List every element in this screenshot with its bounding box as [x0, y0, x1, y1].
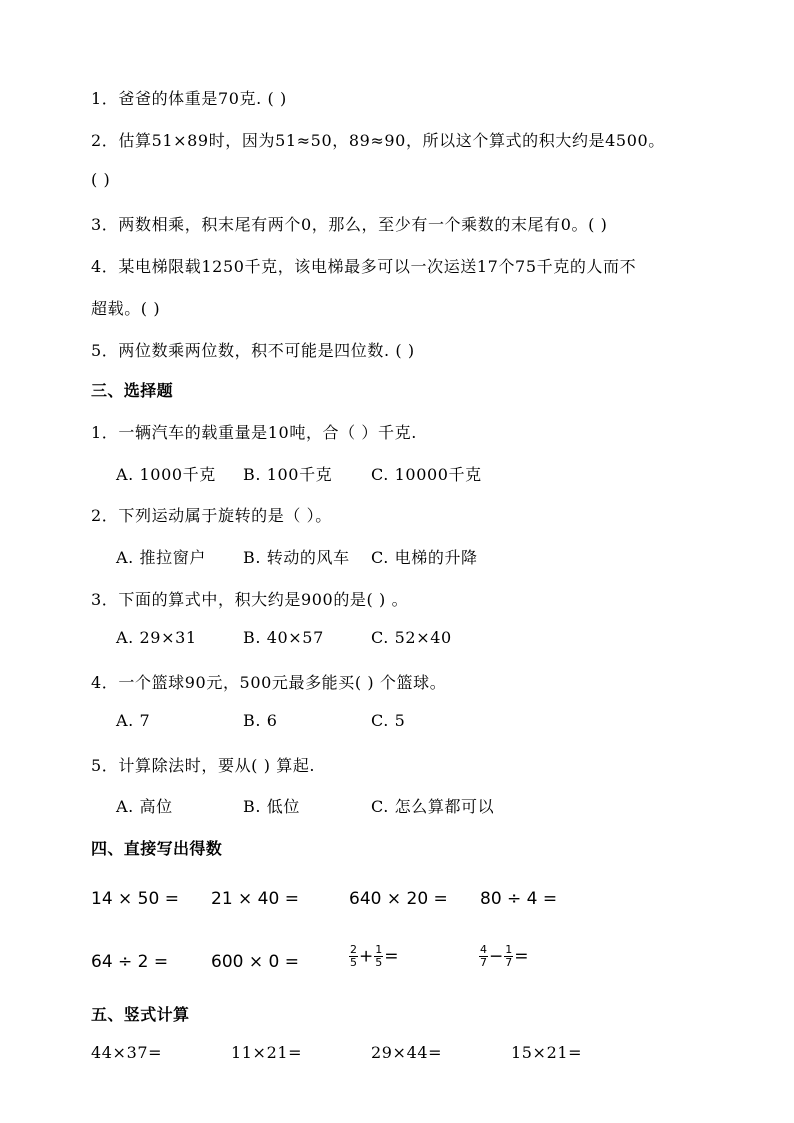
choice-option-5c: C. 怎么算都可以	[371, 797, 495, 816]
choice-question-5: 5．计算除法时，要从( ) 算起.	[91, 756, 316, 775]
vertical-calc-item: 11×21=	[231, 1043, 303, 1062]
choice-option-3b: B. 40×57	[243, 628, 324, 647]
choice-option-4a: A. 7	[116, 711, 151, 730]
choice-question-2: 2．下列运动属于旋转的是（ ）。	[91, 506, 332, 525]
choice-option-1a: A. 1000千克	[116, 465, 216, 484]
fraction-expression-2: $\frac{4}{7}$ − $\frac{1}{7}$ =	[480, 943, 529, 969]
choice-option-3c: C. 52×40	[371, 628, 452, 647]
calc-item: 640 × 20 =	[349, 889, 448, 909]
choice-question-3: 3．下面的算式中，积大约是900的是( ) 。	[91, 590, 409, 609]
calc-item: 21 × 40 =	[211, 889, 299, 909]
choice-option-1c: C. 10000千克	[371, 465, 482, 484]
choice-option-5b: B. 低位	[243, 797, 300, 816]
judgement-item-2: 2．估算51×89时，因为51≈50，89≈90，所以这个算式的积大约是4500。	[91, 131, 665, 150]
vertical-calc-item: 29×44=	[371, 1043, 443, 1062]
choice-option-4b: B. 6	[243, 711, 278, 730]
choice-option-2b: B. 转动的风车	[243, 548, 350, 567]
choice-option-3a: A. 29×31	[116, 628, 197, 647]
fraction: $\frac{1}{7}$	[505, 943, 513, 969]
judgement-item-4-cont: 超载。( )	[91, 299, 161, 318]
choice-question-4: 4．一个篮球90元，500元最多能买( ) 个篮球。	[91, 673, 447, 692]
calc-item: 80 ÷ 4 =	[480, 889, 558, 909]
choice-option-4c: C. 5	[371, 711, 406, 730]
judgement-item-3: 3．两数相乘，积末尾有两个0，那么，至少有一个乘数的末尾有0。( )	[91, 215, 608, 234]
vertical-calc-item: 15×21=	[511, 1043, 583, 1062]
choice-option-2c: C. 电梯的升降	[371, 548, 478, 567]
section-title-vertical-calc: 五、竖式计算	[91, 1005, 190, 1024]
judgement-item-2-bracket: ( )	[91, 170, 111, 189]
choice-question-1: 1．一辆汽车的载重量是10吨，合（ ）千克.	[91, 423, 417, 442]
calc-item: 600 × 0 =	[211, 952, 299, 972]
fraction: $\frac{1}{5}$	[375, 943, 383, 969]
choice-option-1b: B. 100千克	[243, 465, 333, 484]
fraction: $\frac{4}{7}$	[480, 943, 487, 969]
fraction-expression-1: $\frac{2}{5}$ + $\frac{1}{5}$ =	[350, 943, 399, 969]
judgement-item-1: 1．爸爸的体重是70克. ( )	[91, 89, 287, 108]
choice-option-2a: A. 推拉窗户	[116, 548, 206, 567]
calc-item: 14 × 50 =	[91, 889, 179, 909]
calc-item: 64 ÷ 2 =	[91, 952, 169, 972]
vertical-calc-item: 44×37=	[91, 1043, 163, 1062]
fraction: $\frac{2}{5}$	[350, 943, 357, 969]
section-title-choice: 三、选择题	[91, 381, 174, 400]
judgement-item-4: 4．某电梯限载1250千克，该电梯最多可以一次运送17个75千克的人而不	[91, 257, 637, 276]
judgement-item-5: 5．两位数乘两位数，积不可能是四位数. ( )	[91, 341, 415, 360]
section-title-direct-answer: 四、直接写出得数	[91, 839, 223, 858]
choice-option-5a: A. 高位	[116, 797, 173, 816]
